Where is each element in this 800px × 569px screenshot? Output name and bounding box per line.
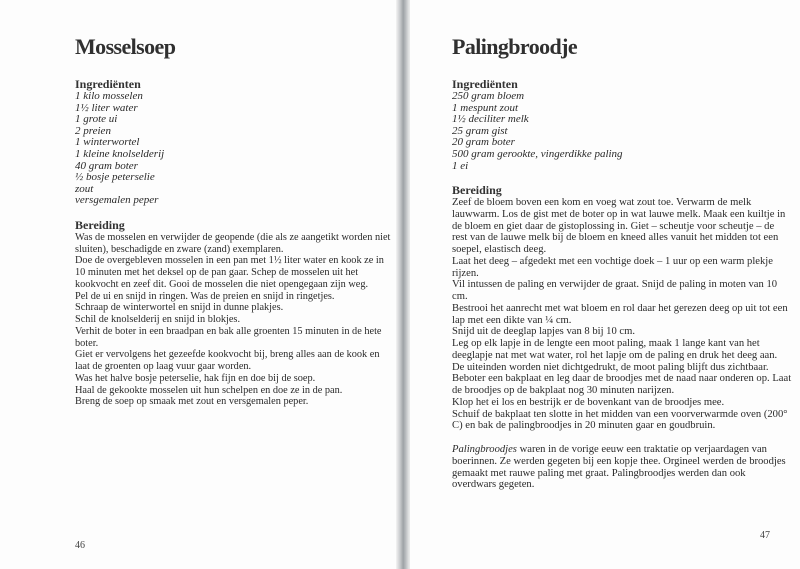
ingredient-item: 1 winterwortel	[75, 136, 140, 149]
ingredient-item: 1 mespunt zout	[452, 101, 518, 114]
method-steps	[452, 197, 792, 432]
ingredient-item: ½ bosje peterselie	[75, 171, 155, 184]
page-left	[0, 0, 398, 569]
method-step: Doe de overgebleven mosselen in een pan met 1½ liter water en kook ze in 10 minuten met het deksel op de pan gaar. Schep de mosselen uit het kookvocht en zeef dit. Gooi de mosselen die niet opengegaan zijn weg.	[75, 255, 384, 290]
ingredient-item: zout	[75, 182, 94, 195]
ingredient-item: 40 gram boter	[75, 159, 138, 172]
ingredient-item: 1 kleine knolselderij	[75, 147, 165, 160]
recipe-mosselsoep	[75, 34, 395, 408]
method-step: Giet er vervolgens het gezeefde kookvocht bij, breng alles aan de kook en laat de groenten op laag vuur gaar worden.	[75, 349, 380, 373]
ingredient-item: versgemalen peper	[75, 194, 159, 207]
ingredient-item: 20 gram boter	[452, 136, 515, 149]
method-step: Bestrooi het aanrecht met wat bloem en rol daar het gerezen deeg op uit tot een lap met een dikte van ¼ cm.	[452, 302, 788, 326]
page-number: 47	[760, 530, 770, 541]
ingredient-item: 1 grote ui	[75, 113, 118, 126]
recipe-palingbroodje	[452, 34, 792, 491]
method-step: Snijd uit de deeglap lapjes van 8 bij 10 cm.	[452, 326, 636, 338]
method-step: Was het halve bosje peterselie, hak fijn en doe bij de soep.	[75, 372, 316, 384]
ingredient-item: 500 gram gerookte, vingerdikke paling	[452, 147, 623, 160]
method-heading: Bereiding	[75, 217, 125, 232]
method-step: Schuif de bakplaat ten slotte in het midden van een voorverwarmde oven (200° C) en bak de palingbroodjes in 20 minuten gaar en goudbruin.	[452, 408, 788, 432]
method-step: Breng de soep op smaak met zout en versgemalen peper.	[75, 396, 309, 408]
ingredients-heading: Ingrediënten	[452, 77, 518, 91]
method-heading: Bereiding	[452, 183, 502, 198]
note-emphasis: Palingbroodjes	[452, 444, 517, 456]
ingredient-item: 1½ liter water	[75, 101, 138, 114]
ingredients-list	[452, 91, 792, 172]
method-step: Zeef de bloem boven een kom en voeg wat zout toe. Verwarm de melk lauwwarm. Los de gist met de boter op in wat lauwe melk. Maak een kuiltje in de bloem en giet daar de gistoplossing in. Giet – scheutje voor scheutje – de rest van de lauwe melk bij de bloem en kneed alles vanuit het midden tot een soepel, elastisch deeg.	[452, 197, 786, 256]
ingredient-item: 1 kilo mosselen	[75, 90, 143, 102]
ingredient-item: 1½ deciliter melk	[452, 113, 529, 126]
method-step: Klop het ei los en bestrijk er de bovenkant van de broodjes mee.	[452, 396, 725, 408]
method-step: Haal de gekookte mosselen uit hun schelpen en doe ze in de pan.	[75, 384, 343, 396]
method-step: Vil intussen de paling en verwijder de graat. Snijd de paling in moten van 10 cm.	[452, 279, 778, 303]
method-step: Was de mosselen en verwijder de geopende (die als ze aangetikt worden niet sluiten), beschadigde en zware (zand) exemplaren.	[75, 231, 391, 255]
ingredient-item: 2 preien	[75, 124, 111, 137]
ingredient-item: 250 gram bloem	[452, 90, 525, 102]
page-right	[410, 0, 800, 569]
ingredients-heading: Ingrediënten	[75, 77, 141, 91]
ingredient-item: 25 gram gist	[452, 124, 508, 137]
recipe-title: Palingbroodje	[452, 34, 578, 59]
method-step: Schil de knolselderij en snijd in blokjes.	[75, 314, 241, 326]
method-step: Leg op elk lapje in de lengte een moot paling, maak 1 lange kant van het deeglapje nat met wat water, rol het lapje om de paling en druk het deeg aan. De uiteinden worden niet dichtgedrukt, de moot paling blijft dus zichtbaar.	[452, 338, 778, 373]
method-step: Laat het deeg – afgedekt met een vochtige doek – 1 uur op een warm plekje rijzen.	[452, 255, 773, 279]
recipe-note	[452, 444, 792, 491]
method-step: Beboter een bakplaat en leg daar de broodjes met de naad naar onderen op. Laat de broodjes op de bakplaat nog 30 minuten narijzen.	[452, 373, 792, 397]
page-number: 46	[75, 540, 85, 551]
note-paragraph	[452, 444, 792, 491]
ingredients-list	[75, 91, 395, 207]
ingredient-item: 1 ei	[452, 159, 469, 172]
method-step: Schraap de winterwortel en snijd in dunne plakjes.	[75, 302, 284, 314]
method-steps	[75, 232, 395, 408]
method-step: Verhit de boter in een braadpan en bak alle groenten 15 minuten in de hete boter.	[75, 325, 382, 349]
method-step: Pel de ui en snijd in ringen. Was de preien en snijd in ringetjes.	[75, 290, 335, 302]
recipe-title: Mosselsoep	[75, 34, 176, 59]
note-text: waren in de vorige eeuw een traktatie op verjaardagen van boerinnen. Ze werden gegeten bij een kopje thee. Orgineel werden de broodjes gemaakt met rauwe paling met graat. Palingbroodjes werden dan ook overdwars gegeten.	[452, 444, 786, 491]
